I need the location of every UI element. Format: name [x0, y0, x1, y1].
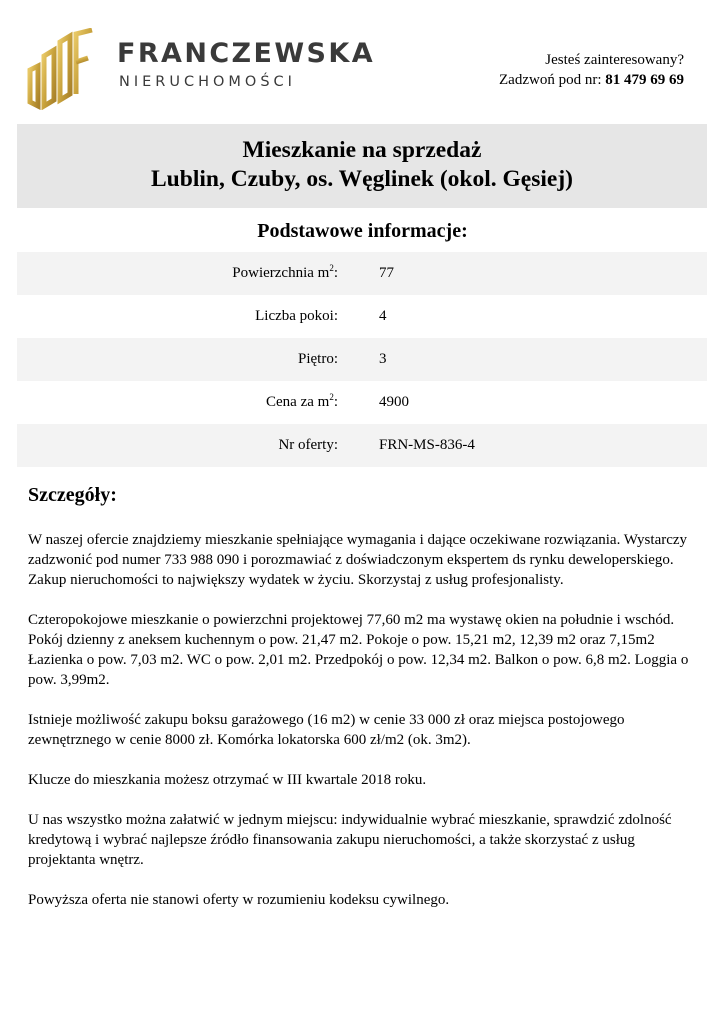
details-heading: Szczegóły: — [28, 484, 117, 506]
contact-phone-prefix: Zadzwoń pod nr: — [499, 72, 602, 88]
details-paragraph: Czteropokojowe mieszkanie o powierzchni projektowej 77,60 m2 ma wystawę okien na południe i wschód. Pokój dzienny z aneksem kuchennym o pow. 21,47 m2. Pokoje o pow. 15,21 m2, 12,39 m2 oraz 7,15m2 Łazienka o pow. 7,03 m2. WC o pow. 2,01 m2. Przedpokój o pow. 12,34 m2. Balkon o pow. 6,8 m2. Loggia o pow. 3,99m2. — [28, 612, 689, 688]
info-value: 4 — [379, 308, 387, 324]
info-row-area — [17, 252, 707, 295]
info-label: Piętro: — [298, 351, 338, 367]
info-row-offer-number — [17, 424, 707, 467]
details-paragraph: W naszej ofercie znajdziemy mieszkanie spełniające wymagania i dające oczekiwane rozwiązania. Wystarczy zadzwonić pod numer 733 988 090 i porozmawiać z doświadczonym ekspertem ds rynku deweloperskiego. Zakup nieruchomości to największy wydatek w życiu. Skorzystaj z usług profesjonalisty. — [28, 532, 688, 588]
info-label: Powierzchnia $m^2$: — [232, 263, 338, 281]
brand-name: FRANCZEWSKA — [117, 38, 376, 69]
header — [0, 0, 725, 115]
listing-location: Lublin, Czuby, os. Węglinek (okol. Gęsiej) — [151, 166, 573, 192]
details-paragraph: Powyższa oferta nie stanowi oferty w rozumieniu kodeksu cywilnego. — [28, 892, 450, 908]
listing-title-box — [17, 124, 707, 208]
basic-info-heading: Podstawowe informacje: — [257, 220, 468, 242]
details-paragraph: U nas wszystko można załatwić w jednym miejscu: indywidualnie wybrać mieszkanie, sprawdzić zdolność kredytową i wybrać najlepsze źródło finansowania zakupu nieruchomości, a także skorzystać z usług projektanta wnętrz. — [28, 812, 672, 868]
phone-number: 81 479 69 69 — [605, 72, 684, 88]
info-row-price-per-m2 — [17, 381, 707, 424]
listing-title: Mieszkanie na sprzedaż — [242, 137, 482, 163]
contact-info — [499, 50, 684, 90]
details-paragraph: Klucze do mieszkania możesz otrzymać w III kwartale 2018 roku. — [28, 772, 427, 788]
info-label: Liczba pokoi: — [255, 308, 338, 324]
info-value: FRN-MS-836-4 — [379, 437, 475, 453]
details-body — [28, 530, 698, 930]
brand-subtitle: NIERUCHOMOŚCI — [119, 74, 296, 90]
basic-info-table — [17, 252, 707, 467]
info-label: Nr oferty: — [278, 437, 338, 453]
info-label: Cena za $m^2$: — [266, 392, 338, 410]
info-value: 3 — [379, 351, 387, 367]
company-logo — [26, 28, 96, 110]
info-value: 4900 — [379, 394, 409, 410]
info-value: 77 — [379, 265, 394, 281]
details-paragraph: Istnieje możliwość zakupu boksu garażowego (16 m2) w cenie 33 000 zł oraz miejsca postojowego zewnętrznego w cenie 8000 zł. Komórka lokatorska 600 zł/m2 (ok. 3m2). — [28, 712, 625, 748]
info-row-floor — [17, 338, 707, 381]
info-row-rooms — [17, 295, 707, 338]
contact-phone-line — [499, 70, 684, 90]
contact-question: Jesteś zainteresowany? — [545, 52, 684, 68]
